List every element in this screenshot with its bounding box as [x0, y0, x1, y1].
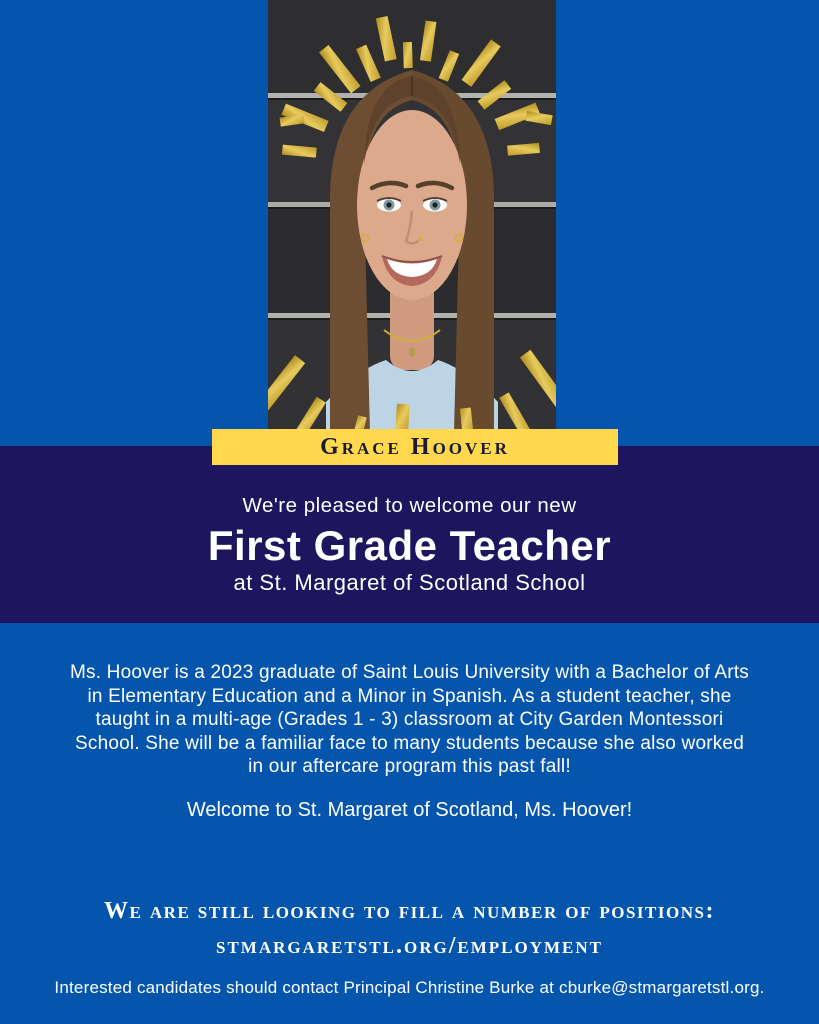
portrait-illustration [268, 0, 556, 433]
necklace-pendant [409, 347, 415, 356]
bio-line: in Elementary Education and a Minor in Spanish. As a student teacher, she [87, 685, 732, 707]
announcement-band [0, 446, 819, 623]
positions-heading: We are still looking to fill a number of positions: [104, 898, 715, 924]
position-title: First Grade Teacher [207, 522, 612, 569]
employment-url: stmargaretstl.org/employment [216, 933, 603, 959]
nose-stud [419, 237, 423, 241]
bio-line: taught in a multi-age (Grades 1 - 3) classroom at City Garden Montessori [95, 709, 724, 730]
bio-paragraph [0, 661, 819, 779]
announcement-intro: We're pleased to welcome our new [242, 494, 577, 517]
bio-line: in our aftercare program this past fall! [248, 756, 571, 777]
bio-line: School. She will be a familiar face to many students because she also worked [75, 732, 744, 754]
person [326, 70, 498, 433]
name-banner [212, 429, 618, 465]
welcome-message: Welcome to St. Margaret of Scotland, Ms. Hoover! [186, 799, 633, 821]
teacher-name: Grace Hoover [320, 433, 510, 460]
school-name: at St. Margaret of Scotland School [233, 570, 586, 595]
portrait-photo [268, 0, 556, 433]
contact-info: Interested candidates should contact Principal Christine Burke at cburke@stmargaretstl.org. [54, 978, 765, 997]
bio-line: Ms. Hoover is a 2023 graduate of Saint Louis University with a Bachelor of Arts [69, 662, 750, 683]
